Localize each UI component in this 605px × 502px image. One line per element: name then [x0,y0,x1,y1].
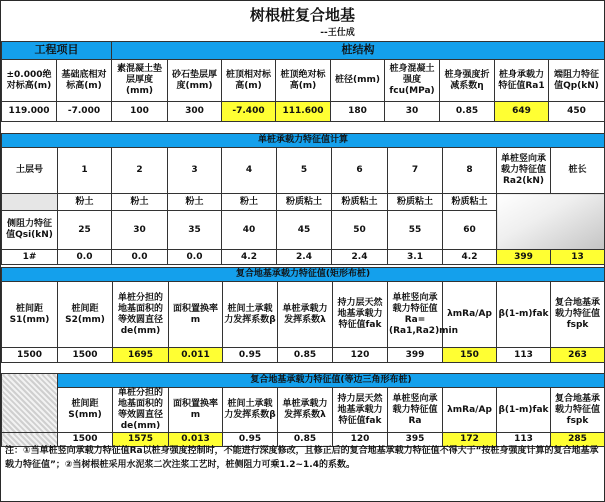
layer-1: 1 [58,148,112,194]
cell-pile-top-abs[interactable]: 111.600 [276,102,331,122]
tri-fak[interactable]: 120 [333,433,388,447]
cell-pile-top-rel[interactable]: -7.400 [222,102,276,122]
rect-header-lambda: 单桩承载力发挥系数λ [278,282,333,348]
pile-length-header: 桩长 [551,148,605,194]
rect-header-fspk: 复合地基承载力特征值fspk [551,282,605,348]
length-5[interactable]: 2.4 [277,250,332,265]
author-label: --王仕成 [320,28,355,38]
rect-header-s1: 桩间距S1(mm) [2,282,58,348]
rect-header-beta: 桩间土承载力发挥系数β [223,282,278,348]
tri-header-fak: 持力层天然地基承载力特征值fak [333,388,388,433]
tri-spacer [2,374,58,433]
pile-row-label: 1# [2,250,58,265]
rect-header-ra: 单桩竖向承载力特征值Ra=(Ra1,Ra2)min [388,282,443,348]
header-pile-top-rel: 桩顶相对标高(m) [222,60,276,102]
rect-fak[interactable]: 120 [333,348,388,363]
single-section-title: 单桩承载力特征值计算 [2,134,605,148]
cell-ra1[interactable]: 649 [495,102,549,122]
qsi-6[interactable]: 50 [332,211,388,250]
ra2-value[interactable]: 399 [497,250,551,265]
qsi-2[interactable]: 30 [112,211,168,250]
qsi-label: 侧阻力特征值Qsi(kN) [2,211,58,250]
qsi-1[interactable]: 25 [58,211,112,250]
tri-header-beta: 桩间土承载力发挥系数β [223,388,278,433]
qsi-8[interactable]: 60 [443,211,497,250]
cell-qp[interactable]: 450 [549,102,605,122]
rect-header-bfak: β(1-m)fak [497,282,551,348]
tri-bfak[interactable]: 113 [497,433,551,447]
tri-lmra[interactable]: 172 [443,433,497,447]
soil-type-2: 粉土 [112,194,168,211]
tri-layout-table [1,373,605,447]
basic-table [1,41,605,122]
tri-m[interactable]: 0.013 [169,433,223,447]
diagonal-placeholder [497,194,605,250]
tri-header-bfak: β(1-m)fak [497,388,551,433]
length-4[interactable]: 4.2 [222,250,277,265]
rect-header-lmra: λmRa/Ap [443,282,497,348]
header-concrete-cushion: 素混凝土垫层厚度(mm) [112,60,168,102]
rect-layout-table [1,267,605,363]
tri-header-ra: 单桩竖向承载力特征值Ra [388,388,443,433]
tri-header-de: 单桩分担的地基面积的等效圆直径de(mm) [113,388,169,433]
tri-ra[interactable]: 395 [388,433,443,447]
layer-7: 7 [388,148,443,194]
header-pile-diameter: 桩径(mm) [331,60,385,102]
project-header: 工程项目 [2,42,112,60]
soil-type-3: 粉土 [168,194,222,211]
rect-header-de: 单桩分担的地基面积的等效圆直径de(mm) [113,282,169,348]
header-qp: 端阻力特征值Qp(kN) [549,60,605,102]
tri-beta[interactable]: 0.95 [223,433,278,447]
tri-header-m: 面积置换率m [169,388,223,433]
footnote: 注：①当单桩竖向承载力特征值Ra以桩身强度控制时，不能进行深度修改，且修正后的复合地基承载力特征值不得大于“按桩身强度计算的复合地基承载力特征值”；②当树根桩采用水泥浆二次注浆工艺时，桩侧阻力可乘1.2~1.4的系数。 [5,446,599,470]
soil-type-4: 粉土 [222,194,277,211]
rect-header-m: 面积置换率m [169,282,223,348]
rect-de[interactable]: 1695 [113,348,169,363]
soil-type-8: 粉质粘土 [443,194,497,211]
tri-header-lambda: 单桩承载力发挥系数λ [278,388,333,433]
rect-s2[interactable]: 1500 [58,348,113,363]
soil-type-1: 粉土 [58,194,112,211]
header-ground-elevation: ±0.000绝对标高(m) [2,60,57,102]
layer-3: 3 [168,148,222,194]
qsi-4[interactable]: 40 [222,211,277,250]
rect-bfak[interactable]: 113 [497,348,551,363]
length-6[interactable]: 2.4 [332,250,388,265]
header-pile-top-abs: 桩顶绝对标高(m) [276,60,331,102]
tri-section-title: 复合地基承载力特征值(等边三角形布桩) [58,374,605,388]
ra2-header: 单桩竖向承载力特征值Ra2(kN) [497,148,551,194]
layer-6: 6 [332,148,388,194]
rect-s1[interactable]: 1500 [2,348,58,363]
rect-ra[interactable]: 399 [388,348,443,363]
rect-header-s2: 桩间距S2(mm) [58,282,113,348]
header-concrete-strength: 桩身混凝土强度fcu(MPa) [385,60,440,102]
header-foundation-elevation: 基础底相对标高(m) [57,60,112,102]
rect-header-fak: 持力层天然地基承载力特征值fak [333,282,388,348]
length-3[interactable]: 0.0 [168,250,222,265]
layer-5: 5 [277,148,332,194]
rect-m[interactable]: 0.011 [169,348,223,363]
cell-ground-elevation[interactable]: 119.000 [2,102,57,122]
length-1[interactable]: 0.0 [58,250,112,265]
soil-type-6: 粉质粘土 [332,194,388,211]
soil-type-7: 粉质粘土 [388,194,443,211]
cell-foundation-elevation[interactable]: -7.000 [57,102,112,122]
rect-section-title: 复合地基承载力特征值(矩形布桩) [2,268,605,282]
layer-8: 8 [443,148,497,194]
length-7[interactable]: 3.1 [388,250,443,265]
pile-length-value[interactable]: 13 [551,250,605,265]
length-2[interactable]: 0.0 [112,250,168,265]
rect-fspk[interactable]: 263 [551,348,605,363]
tri-header-lmra: λmRa/Ap [443,388,497,433]
cell-concrete-strength[interactable]: 30 [385,102,440,122]
tri-header-fspk: 复合地基承载力特征值fspk [551,388,605,433]
soil-layer-label: 土层号 [2,148,58,194]
single-pile-table [1,133,605,265]
tri-de[interactable]: 1575 [113,433,169,447]
cell-concrete-cushion[interactable]: 100 [112,102,168,122]
layer-4: 4 [222,148,277,194]
cell-gravel-cushion[interactable]: 300 [168,102,222,122]
cell-reduction-factor[interactable]: 0.85 [440,102,495,122]
soil-type-5: 粉质粘土 [277,194,332,211]
header-gravel-cushion: 砂石垫层厚度(mm) [168,60,222,102]
tri-header-s: 桩间距S(mm) [58,388,113,433]
pile-structure-header: 桩结构 [112,42,605,60]
rect-lambda[interactable]: 0.85 [278,348,333,363]
rect-lmra[interactable]: 150 [443,348,497,363]
length-8[interactable]: 4.2 [443,250,497,265]
qsi-3[interactable]: 35 [168,211,222,250]
tri-s[interactable]: 1500 [58,433,113,447]
header-ra1: 桩身承载力特征值Ra1 [495,60,549,102]
page-title: 树根桩复合地基 [249,6,355,24]
tri-fspk[interactable]: 285 [551,433,605,447]
qsi-5[interactable]: 45 [277,211,332,250]
header-reduction-factor: 桩身强度折减系数η [440,60,495,102]
qsi-7[interactable]: 55 [388,211,443,250]
tri-lambda[interactable]: 0.85 [278,433,333,447]
rect-beta[interactable]: 0.95 [223,348,278,363]
cell-pile-diameter[interactable]: 180 [331,102,385,122]
soil-type-spacer [2,194,58,211]
layer-2: 2 [112,148,168,194]
